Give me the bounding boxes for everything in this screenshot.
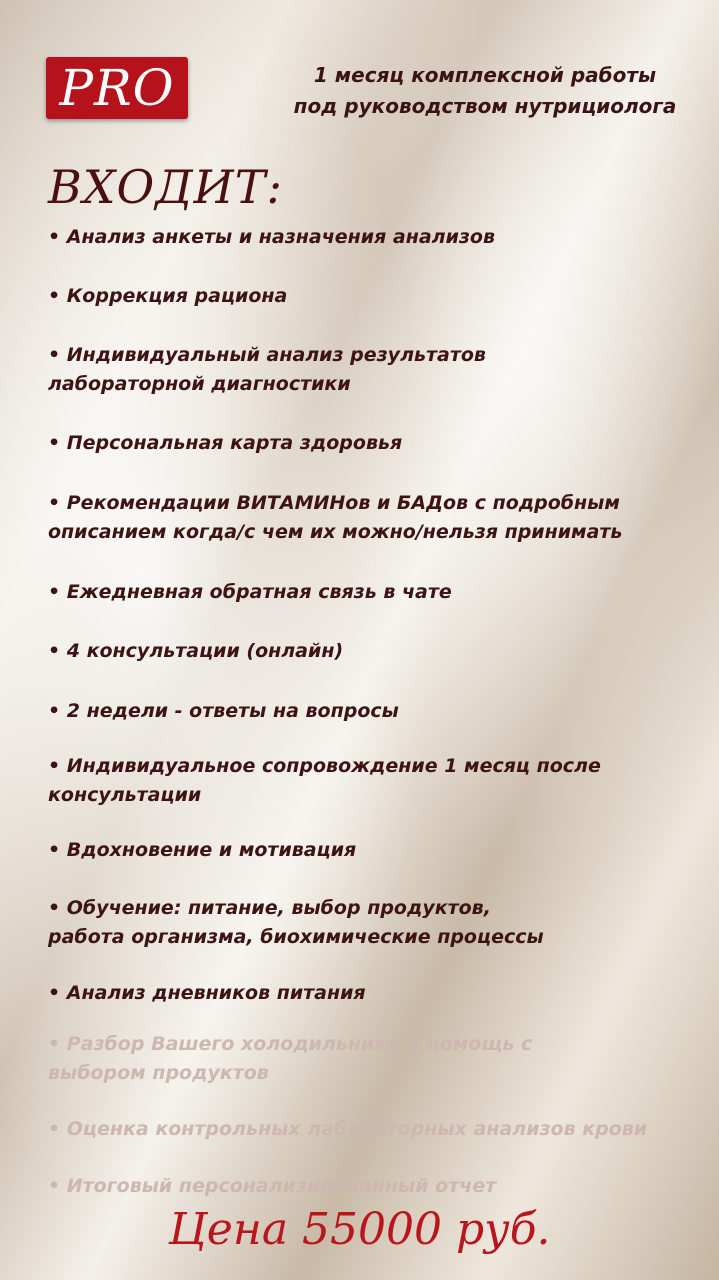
list-item: • Ежедневная обратная связь в чате [48, 581, 452, 603]
list-item: • Итоговый персонализированный отчет [48, 1175, 497, 1197]
section-heading: ВХОДИТ: [48, 160, 283, 214]
list-item: • Разбор Вашего холодильника и помощь с выбором продуктов [48, 1033, 533, 1084]
list-item: • Рекомендации ВИТАМИНов и БАДов с подробным описанием когда/с чем их можно/нельзя принимать [48, 492, 623, 543]
list-item: • Вдохновение и мотивация [48, 839, 357, 861]
subtitle [270, 60, 700, 122]
list-item: • Персональная карта здоровья [48, 432, 403, 454]
list-item: • Анализ анкеты и назначения анализов [48, 226, 496, 248]
list-item: • Индивидуальный анализ результатов лабораторной диагностики [48, 344, 486, 395]
subtitle-line-2: под руководством нутрициолога [293, 94, 677, 118]
pro-badge [46, 57, 188, 119]
price-label: Цена 55000 руб. [168, 1204, 551, 1255]
list-item: • Анализ дневников питания [48, 982, 366, 1004]
subtitle-line-1: 1 месяц комплексной работы [313, 63, 657, 87]
pro-badge-label: PRO [59, 59, 175, 117]
list-item: • Индивидуальное сопровождение 1 месяц после консультации [48, 755, 601, 806]
list-item: • Обучение: питание, выбор продуктов, работа организма, биохимические процессы [48, 897, 544, 948]
list-item: • Оценка контрольных лабораторных анализов крови [48, 1118, 648, 1140]
list-item: • 4 консультации (онлайн) [48, 640, 344, 662]
list-item: • Коррекция рациона [48, 285, 288, 307]
list-item: • 2 недели - ответы на вопросы [48, 700, 399, 722]
